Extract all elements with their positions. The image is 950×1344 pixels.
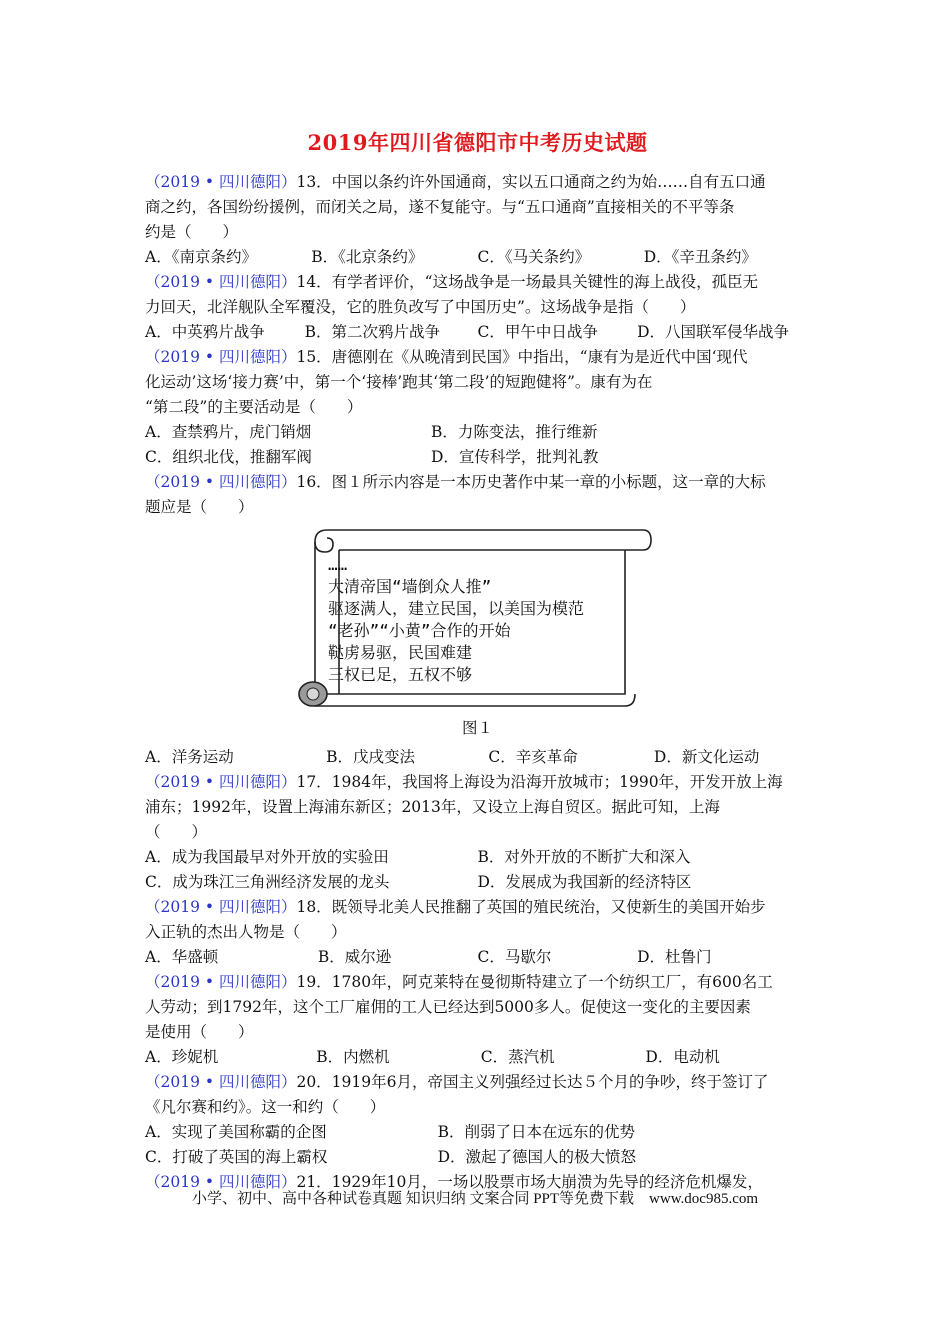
option-d: D．杜鲁门 (637, 948, 712, 966)
option-c: C．辛亥革命 (488, 748, 578, 766)
option-d: D．电动机 (645, 1048, 720, 1066)
option-a: A．《南京条约》 (145, 248, 257, 266)
options-row (145, 1045, 810, 1070)
source-tag: （2019 • 四川德阳） (145, 973, 297, 991)
question-14 (145, 270, 810, 345)
options-row (145, 420, 810, 445)
options-row (145, 745, 810, 770)
source-tag: （2019 • 四川德阳） (145, 773, 297, 791)
question-text: 15．唐德刚在《从晚清到民国》中指出，“康有为是近代中国‘现代 (296, 348, 748, 366)
question-text: 16．图１所示内容是一本历史著作中某一章的小标题，这一章的大标 (296, 473, 766, 491)
question-15 (145, 345, 810, 470)
option-c: C．成为珠江三角洲经济发展的龙头 (145, 873, 390, 891)
option-b: B．力陈变法，推行维新 (430, 423, 598, 441)
scroll-line: 驱逐满人，建立民国，以美国为模范 (328, 599, 585, 618)
option-c: C．组织北伐，推翻军阀 (145, 448, 312, 466)
figure-1-scroll (145, 526, 810, 712)
source-tag: （2019 • 四川德阳） (145, 1173, 297, 1191)
question-text: 力回天，北洋舰队全军覆没，它的胜负改写了中国历史”。这场战争是指（ ） (145, 298, 696, 316)
question-text: 人劳动；到1792年，这个工厂雇佣的工人已经达到5000多人。促使这一变化的主要因素 (145, 998, 751, 1016)
option-c: C．《马关条约》 (477, 248, 591, 266)
option-d: D．发展成为我国新的经济特区 (477, 873, 692, 891)
options-row (145, 445, 810, 470)
question-13 (145, 170, 810, 270)
options-row (145, 1145, 810, 1170)
question-text: 13．中国以条约许外国通商，实以五口通商之约为始……自有五口通 (296, 173, 766, 191)
source-tag: （2019 • 四川德阳） (145, 348, 297, 366)
options-row (145, 945, 810, 970)
option-b: B．《北京条约》 (311, 248, 424, 266)
options-row (145, 845, 810, 870)
option-d: D．新文化运动 (653, 748, 760, 766)
question-text: 《凡尔赛和约》。这一和约（ ） (145, 1098, 386, 1116)
options-row (145, 245, 810, 270)
page-title: 2019年四川省德阳市中考历史试题 (307, 130, 648, 155)
option-b: B．戊戌变法 (326, 748, 415, 766)
source-tag: （2019 • 四川德阳） (145, 1073, 297, 1091)
question-text: 约是（ ） (145, 223, 239, 241)
question-19 (145, 970, 810, 1070)
source-tag: （2019 • 四川德阳） (145, 173, 297, 191)
option-a: A．中英鸦片战争 (145, 323, 265, 341)
question-text: 商之约，各国纷纷援例，而闭关之局，遂不复能守。与“五口通商”直接相关的不平等条 (145, 198, 735, 216)
option-b: B．对外开放的不断扩大和深入 (477, 848, 691, 866)
option-a: A．成为我国最早对外开放的实验田 (145, 848, 389, 866)
question-text: 14．有学者评价，“这场战争是一场最具关键性的海上战役，孤臣无 (296, 273, 759, 291)
figure-caption: 图１ (461, 719, 493, 737)
option-d: D．宣传科学，批判礼教 (430, 448, 599, 466)
question-text: “第二段”的主要活动是（ ） (145, 398, 363, 416)
question-text: 是使用（ ） (145, 1023, 254, 1041)
question-18 (145, 895, 810, 970)
option-c: C．蒸汽机 (480, 1048, 555, 1066)
scroll-line: …… (328, 555, 348, 574)
scroll-line: 三权已足，五权不够 (328, 665, 473, 684)
options-row (145, 320, 810, 345)
source-tag: （2019 • 四川德阳） (145, 273, 297, 291)
option-a: A．珍妮机 (145, 1048, 219, 1066)
option-a: A．实现了美国称霸的企图 (145, 1123, 327, 1141)
option-b: B．削弱了日本在远东的优势 (437, 1123, 635, 1141)
question-text: 17．1984年，我国将上海设为沿海开放城市；1990年，开发开放上海 (296, 773, 783, 791)
footer-text: 小学、初中、高中各种试卷真题 知识归纳 文案合同 PPT等免费下载 www.doc985.com (191, 1191, 759, 1207)
question-text: 18．既领导北美人民推翻了英国的殖民统治，又使新生的美国开始步 (296, 898, 766, 916)
question-text: 题应是（ ） (145, 498, 254, 516)
options-row (145, 870, 810, 895)
option-a: A．洋务运动 (145, 748, 234, 766)
question-text: 19．1780年，阿克莱特在曼彻斯特建立了一个纺织工厂，有600名工 (296, 973, 773, 991)
scroll-line: “老孙”“小黄”合作的开始 (328, 621, 511, 640)
scroll-line: 大清帝国“墙倒众人推” (328, 577, 492, 596)
option-d: D．八国联军侵华战争 (637, 323, 790, 341)
question-16 (145, 470, 810, 770)
option-c: C．马歇尔 (477, 948, 552, 966)
option-b: B．威尔逊 (317, 948, 392, 966)
source-tag: （2019 • 四川德阳） (145, 473, 297, 491)
source-tag: （2019 • 四川德阳） (145, 898, 297, 916)
option-b: B．内燃机 (316, 1048, 390, 1066)
option-c: C．甲午中日战争 (477, 323, 598, 341)
option-a: A．查禁鸦片，虎门销烟 (145, 423, 312, 441)
scroll-text (328, 554, 584, 686)
question-text: （ ） (145, 823, 208, 841)
scroll-line: 鞑虏易驱，民国难建 (328, 643, 473, 662)
option-c: C．打破了英国的海上霸权 (145, 1148, 328, 1166)
option-d: D．《辛丑条约》 (643, 248, 757, 266)
question-20 (145, 1070, 810, 1170)
question-text: 21．1929年10月，一场以股票市场大崩溃为先导的经济危机爆发， (296, 1173, 763, 1191)
exam-page (145, 128, 810, 1195)
question-text: 20．1919年6月，帝国主义列强经过长达５个月的争吵，终于签订了 (296, 1073, 769, 1091)
question-text: 入正轨的杰出人物是（ ） (145, 923, 347, 941)
option-d: D．激起了德国人的极大愤怒 (437, 1148, 637, 1166)
question-17 (145, 770, 810, 895)
option-b: B．第二次鸦片战争 (304, 323, 440, 341)
options-row (145, 1120, 810, 1145)
option-a: A．华盛顿 (145, 948, 219, 966)
question-text: 浦东；1992年，设置上海浦东新区；2013年，又设立上海自贸区。据此可知，上海 (145, 798, 720, 816)
question-text: 化运动’这场‘接力赛’中，第一个‘接棒’跑其‘第二段’的短跑健将”。康有为在 (145, 373, 653, 391)
